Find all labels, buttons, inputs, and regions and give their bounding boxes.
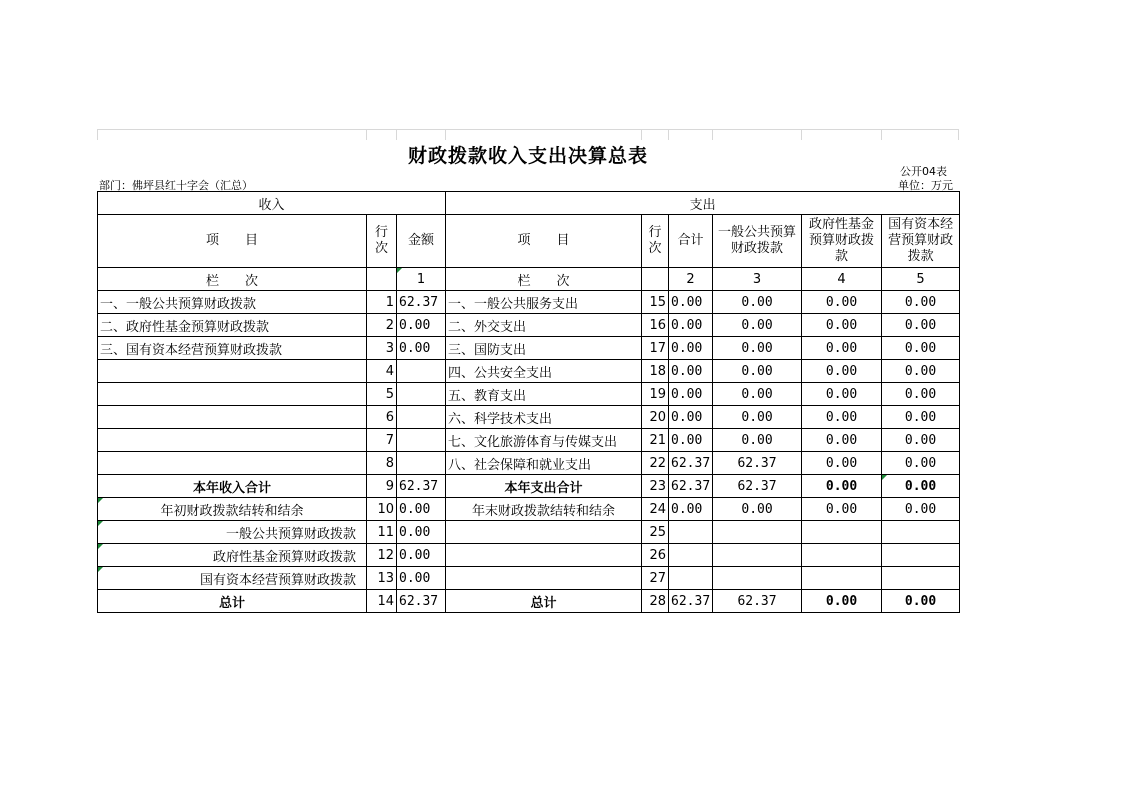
income-amount-cell: 0.00 xyxy=(397,314,446,337)
expense-row-no-cell: 15 xyxy=(642,291,669,314)
expense-general-budget-cell: 0.00 xyxy=(713,314,802,337)
income-item-cell: 总计 xyxy=(98,590,367,613)
expense-row-no-cell: 27 xyxy=(642,567,669,590)
income-row-no-cell: 4 xyxy=(367,360,397,383)
income-row-no-cell: 7 xyxy=(367,429,397,452)
table-row xyxy=(98,544,960,567)
expense-general-budget-cell: 62.37 xyxy=(713,452,802,475)
income-item-cell xyxy=(98,452,367,475)
income-row-no-cell: 1 xyxy=(367,291,397,314)
income-amount-cell: 62.37 xyxy=(397,590,446,613)
expense-total-cell: 0.00 xyxy=(669,383,713,406)
expense-row-no-cell: 21 xyxy=(642,429,669,452)
fiscal-summary-table xyxy=(97,191,960,613)
expense-state-capital-cell: 0.00 xyxy=(882,314,960,337)
expense-state-capital-cell: 0.00 xyxy=(882,406,960,429)
expense-state-capital-cell: 0.00 xyxy=(882,291,960,314)
expense-total-cell: 0.00 xyxy=(669,498,713,521)
expense-group-header: 支出 xyxy=(446,192,960,215)
income-amount-cell: 0.00 xyxy=(397,337,446,360)
expense-general-budget-cell: 0.00 xyxy=(713,360,802,383)
expense-item-cell: 年末财政拨款结转和结余 xyxy=(446,498,642,521)
expense-row-no-cell: 25 xyxy=(642,521,669,544)
column-label: 栏 次 xyxy=(446,268,642,291)
expense-item-cell xyxy=(446,544,642,567)
expense-gov-fund-cell: 0.00 xyxy=(802,360,882,383)
expense-general-budget-cell xyxy=(713,544,802,567)
expense-item-cell xyxy=(446,521,642,544)
empty-cell xyxy=(367,268,397,291)
expense-item-header: 项 目 xyxy=(446,215,642,268)
top-gridlines xyxy=(97,129,959,140)
column-number: 3 xyxy=(713,268,802,291)
income-item-cell: 一般公共预算财政拨款 xyxy=(98,521,367,544)
table-row xyxy=(98,291,960,314)
expense-row-no-cell: 28 xyxy=(642,590,669,613)
income-row-no-cell: 3 xyxy=(367,337,397,360)
income-amount-cell xyxy=(397,360,446,383)
expense-total-cell: 0.00 xyxy=(669,360,713,383)
expense-item-cell: 五、教育支出 xyxy=(446,383,642,406)
income-amount-cell: 62.37 xyxy=(397,291,446,314)
income-amount-cell: 0.00 xyxy=(397,567,446,590)
expense-item-cell: 四、公共安全支出 xyxy=(446,360,642,383)
expense-gov-fund-cell: 0.00 xyxy=(802,498,882,521)
income-item-header: 项 目 xyxy=(98,215,367,268)
expense-general-budget-cell xyxy=(713,567,802,590)
expense-total-cell xyxy=(669,521,713,544)
expense-gov-fund-cell: 0.00 xyxy=(802,475,882,498)
column-number: 5 xyxy=(882,268,960,291)
expense-item-cell: 八、社会保障和就业支出 xyxy=(446,452,642,475)
empty-cell xyxy=(642,268,669,291)
expense-gov-fund-cell: 0.00 xyxy=(802,383,882,406)
column-number: 1 xyxy=(397,268,446,291)
expense-row-no-cell: 23 xyxy=(642,475,669,498)
unit-label: 单位：万元 xyxy=(898,179,953,192)
expense-row-no-cell: 26 xyxy=(642,544,669,567)
expense-general-budget-cell: 0.00 xyxy=(713,429,802,452)
income-item-cell: 年初财政拨款结转和结余 xyxy=(98,498,367,521)
table-row xyxy=(98,337,960,360)
table-row xyxy=(98,429,960,452)
expense-total-cell: 0.00 xyxy=(669,291,713,314)
income-item-cell xyxy=(98,429,367,452)
expense-row-no-cell: 24 xyxy=(642,498,669,521)
income-item-cell: 国有资本经营预算财政拨款 xyxy=(98,567,367,590)
income-row-no-header: 行次 xyxy=(367,215,397,268)
income-item-cell xyxy=(98,360,367,383)
income-amount-cell xyxy=(397,429,446,452)
expense-total-cell: 0.00 xyxy=(669,429,713,452)
expense-total-cell xyxy=(669,544,713,567)
expense-item-cell: 总计 xyxy=(446,590,642,613)
expense-total-cell: 62.37 xyxy=(669,475,713,498)
expense-row-no-cell: 20 xyxy=(642,406,669,429)
expense-total-cell: 0.00 xyxy=(669,314,713,337)
column-number-row xyxy=(98,268,960,291)
income-row-no-cell: 5 xyxy=(367,383,397,406)
expense-item-cell: 六、科学技术支出 xyxy=(446,406,642,429)
expense-item-cell: 二、外交支出 xyxy=(446,314,642,337)
expense-state-capital-cell xyxy=(882,521,960,544)
general-budget-header: 一般公共预算财政拨款 xyxy=(713,215,802,268)
table-row xyxy=(98,406,960,429)
expense-state-capital-cell: 0.00 xyxy=(882,498,960,521)
expense-general-budget-cell: 62.37 xyxy=(713,475,802,498)
income-row-no-cell: 6 xyxy=(367,406,397,429)
expense-row-no-cell: 16 xyxy=(642,314,669,337)
expense-item-cell: 三、国防支出 xyxy=(446,337,642,360)
income-amount-cell: 62.37 xyxy=(397,475,446,498)
table-row xyxy=(98,383,960,406)
table-row xyxy=(98,360,960,383)
expense-gov-fund-cell: 0.00 xyxy=(802,590,882,613)
column-label: 栏 次 xyxy=(98,268,367,291)
expense-general-budget-cell: 62.37 xyxy=(713,590,802,613)
income-amount-cell: 0.00 xyxy=(397,544,446,567)
income-row-no-cell: 12 xyxy=(367,544,397,567)
expense-item-cell: 七、文化旅游体育与传媒支出 xyxy=(446,429,642,452)
column-number: 4 xyxy=(802,268,882,291)
income-item-cell: 本年收入合计 xyxy=(98,475,367,498)
expense-gov-fund-cell xyxy=(802,521,882,544)
expense-item-cell: 本年支出合计 xyxy=(446,475,642,498)
table-row xyxy=(98,521,960,544)
income-item-cell: 政府性基金预算财政拨款 xyxy=(98,544,367,567)
income-row-no-cell: 11 xyxy=(367,521,397,544)
income-amount-cell: 0.00 xyxy=(397,498,446,521)
expense-row-no-cell: 17 xyxy=(642,337,669,360)
expense-general-budget-cell: 0.00 xyxy=(713,406,802,429)
column-header-row xyxy=(98,215,960,268)
table-row xyxy=(98,590,960,613)
expense-row-no-cell: 19 xyxy=(642,383,669,406)
expense-state-capital-cell xyxy=(882,567,960,590)
expense-gov-fund-cell: 0.00 xyxy=(802,314,882,337)
expense-general-budget-cell: 0.00 xyxy=(713,498,802,521)
income-row-no-cell: 13 xyxy=(367,567,397,590)
expense-state-capital-cell xyxy=(882,544,960,567)
expense-state-capital-cell: 0.00 xyxy=(882,337,960,360)
expense-row-no-cell: 22 xyxy=(642,452,669,475)
table-row xyxy=(98,498,960,521)
state-capital-header: 国有资本经营预算财政拨款 xyxy=(882,215,960,268)
expense-total-cell xyxy=(669,567,713,590)
department-label: 部门：佛坪县红十字会（汇总） xyxy=(99,179,253,192)
expense-state-capital-cell: 0.00 xyxy=(882,360,960,383)
expense-total-cell: 0.00 xyxy=(669,406,713,429)
expense-general-budget-cell: 0.00 xyxy=(713,383,802,406)
expense-general-budget-cell: 0.00 xyxy=(713,337,802,360)
expense-state-capital-cell: 0.00 xyxy=(882,429,960,452)
expense-row-no-cell: 18 xyxy=(642,360,669,383)
expense-gov-fund-cell: 0.00 xyxy=(802,337,882,360)
income-row-no-cell: 10 xyxy=(367,498,397,521)
expense-item-cell xyxy=(446,567,642,590)
income-amount-cell: 0.00 xyxy=(397,521,446,544)
income-row-no-cell: 14 xyxy=(367,590,397,613)
expense-item-cell: 一、一般公共服务支出 xyxy=(446,291,642,314)
expense-total-cell: 0.00 xyxy=(669,337,713,360)
group-header-row xyxy=(98,192,960,215)
expense-state-capital-cell: 0.00 xyxy=(882,590,960,613)
income-row-no-cell: 8 xyxy=(367,452,397,475)
expense-gov-fund-cell: 0.00 xyxy=(802,291,882,314)
income-row-no-cell: 9 xyxy=(367,475,397,498)
income-item-cell xyxy=(98,406,367,429)
expense-gov-fund-cell: 0.00 xyxy=(802,429,882,452)
expense-state-capital-cell: 0.00 xyxy=(882,452,960,475)
expense-gov-fund-cell: 0.00 xyxy=(802,406,882,429)
expense-total-cell: 62.37 xyxy=(669,452,713,475)
expense-row-no-header: 行次 xyxy=(642,215,669,268)
income-amount-cell xyxy=(397,383,446,406)
income-item-cell xyxy=(98,383,367,406)
income-row-no-cell: 2 xyxy=(367,314,397,337)
expense-total-cell: 62.37 xyxy=(669,590,713,613)
income-amount-cell xyxy=(397,406,446,429)
expense-total-header: 合计 xyxy=(669,215,713,268)
form-number: 公开04表 xyxy=(900,165,947,178)
income-amount-cell xyxy=(397,452,446,475)
gov-fund-header: 政府性基金预算财政拨款 xyxy=(802,215,882,268)
expense-state-capital-cell: 0.00 xyxy=(882,383,960,406)
expense-state-capital-cell: 0.00 xyxy=(882,475,960,498)
expense-general-budget-cell xyxy=(713,521,802,544)
income-amount-header: 金额 xyxy=(397,215,446,268)
column-number: 2 xyxy=(669,268,713,291)
expense-general-budget-cell: 0.00 xyxy=(713,291,802,314)
expense-gov-fund-cell xyxy=(802,567,882,590)
report-title: 财政拨款收入支出决算总表 xyxy=(407,145,648,167)
table-row xyxy=(98,314,960,337)
income-item-cell: 一、一般公共预算财政拨款 xyxy=(98,291,367,314)
table-row xyxy=(98,567,960,590)
expense-gov-fund-cell xyxy=(802,544,882,567)
expense-gov-fund-cell: 0.00 xyxy=(802,452,882,475)
income-item-cell: 三、国有资本经营预算财政拨款 xyxy=(98,337,367,360)
table-row xyxy=(98,475,960,498)
income-group-header: 收入 xyxy=(98,192,446,215)
income-item-cell: 二、政府性基金预算财政拨款 xyxy=(98,314,367,337)
table-row xyxy=(98,452,960,475)
